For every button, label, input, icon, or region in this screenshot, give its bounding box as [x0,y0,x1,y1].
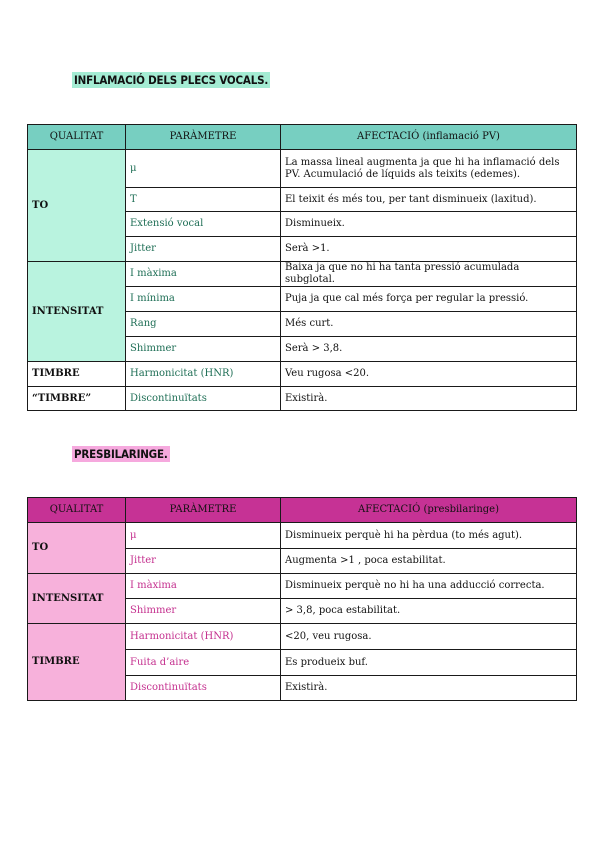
col-header-afectacio: AFECTACIÓ (inflamació PV) [281,125,577,150]
table-row [28,624,577,650]
param-cell: I màxima [126,574,281,599]
param-cell: Shimmer [126,337,281,362]
col-header-qualitat: QUALITAT [28,498,126,523]
param-cell: Shimmer [126,599,281,624]
effect-cell: Baixa ja que no hi ha tanta pressió acumulada subglotal. [281,262,577,287]
table-row [28,262,577,287]
effect-cell: > 3,8, poca estabilitat. [281,599,577,624]
quality-cell: “TIMBRE” [28,387,126,411]
table-presbilaringe [27,497,577,701]
param-cell: I mínima [126,287,281,312]
param-cell: T [126,188,281,212]
effect-cell: Es produeix buf. [281,650,577,676]
param-cell: μ [126,523,281,549]
header-row [28,498,577,523]
effect-cell: Existirà. [281,387,577,411]
col-header-afectacio: AFECTACIÓ (presbilaringe) [281,498,577,523]
quality-cell: TO [28,150,126,262]
quality-cell: INTENSITAT [28,574,126,624]
effect-cell: Puja ja que cal més força per regular la pressió. [281,287,577,312]
param-cell: Harmonicitat (HNR) [126,624,281,650]
param-cell: μ [126,150,281,188]
header-row [28,125,577,150]
col-header-qualitat: QUALITAT [28,125,126,150]
param-cell: Rang [126,312,281,337]
quality-cell: TIMBRE [28,362,126,387]
param-cell: I màxima [126,262,281,287]
table-row [28,523,577,549]
effect-cell: Serà > 3,8. [281,337,577,362]
effect-cell: Disminueix perquè hi ha pèrdua (to més agut). [281,523,577,549]
param-cell: Jitter [126,549,281,574]
quality-cell: TIMBRE [28,624,126,701]
effect-cell: <20, veu rugosa. [281,624,577,650]
effect-cell: Augmenta >1 , poca estabilitat. [281,549,577,574]
param-cell: Extensió vocal [126,212,281,237]
table-row [28,387,577,411]
section-title-presbilaringe: PRESBILARINGE. [74,447,168,461]
col-header-parametre: PARÀMETRE [126,125,281,150]
param-cell: Fuita d’aire [126,650,281,676]
section-title-inflamacio: INFLAMACIÓ DELS PLECS VOCALS. [74,73,269,87]
effect-cell: Disminueix. [281,212,577,237]
param-cell: Harmonicitat (HNR) [126,362,281,387]
table-row [28,150,577,188]
effect-cell: El teixit és més tou, per tant disminueix (laxitud). [281,188,577,212]
effect-cell: La massa lineal augmenta ja que hi ha inflamació dels PV. Acumulació de líquids als teixits (edemes). [281,150,577,188]
param-cell: Discontinuïtats [126,676,281,701]
table-inflamacio [27,124,577,411]
effect-cell: Més curt. [281,312,577,337]
effect-cell: Serà >1. [281,237,577,262]
effect-cell: Existirà. [281,676,577,701]
param-cell: Discontinuïtats [126,387,281,411]
table-row [28,362,577,387]
param-cell: Jitter [126,237,281,262]
quality-cell: TO [28,523,126,574]
col-header-parametre: PARÀMETRE [126,498,281,523]
effect-cell: Disminueix perquè no hi ha una adducció correcta. [281,574,577,599]
table-row [28,574,577,599]
quality-cell: INTENSITAT [28,262,126,362]
effect-cell: Veu rugosa <20. [281,362,577,387]
